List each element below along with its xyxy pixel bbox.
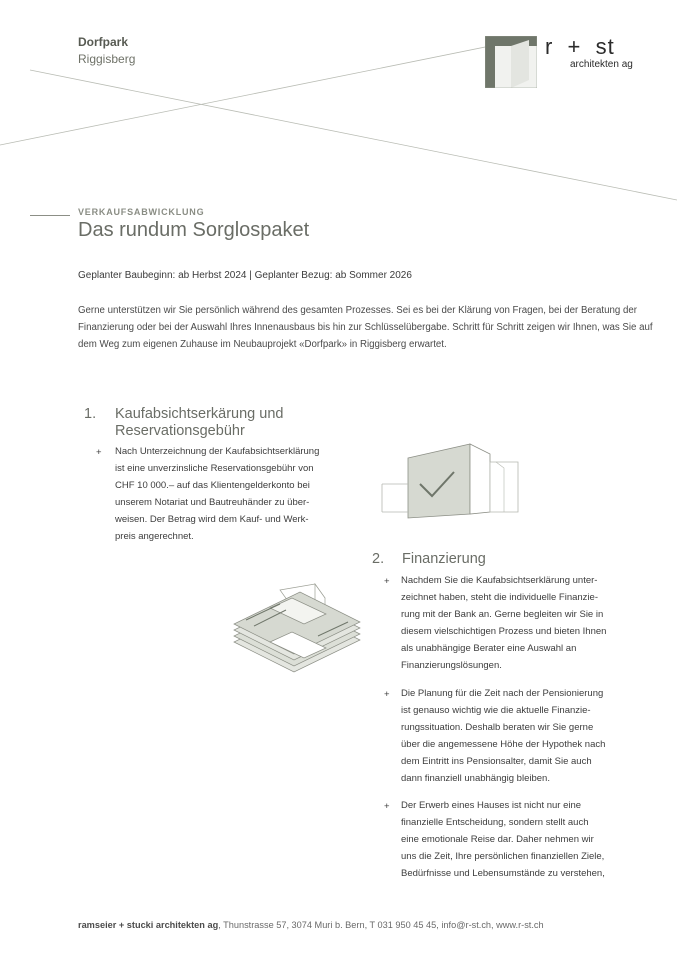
step2-line: Nachdem Sie die Kaufabsichtserklärung unter- xyxy=(401,575,598,586)
step2-line: finanzielle Entscheidung, sondern stellt auch xyxy=(401,816,589,828)
step1-line: weisen. Der Betrag wird dem Kauf- und Werk- xyxy=(115,513,309,525)
page-title: Das rundum Sorglospaket xyxy=(78,219,310,241)
step2-line: eine emotionale Reise dar. Daher nehmen wir xyxy=(401,833,594,845)
footer-company: ramseier + stucki architekten ag xyxy=(78,920,219,930)
step2-line: über die angemessene Höhe der Hypothek nach xyxy=(401,738,606,750)
step1-line: unserem Notariat und Bautreuhänder zu über- xyxy=(115,496,310,508)
step2-line: diesem vielschichtigen Prozess und bieten Ihnen xyxy=(401,625,607,637)
step2-line: als unabhängige Berater eine Auswahl an xyxy=(401,642,577,654)
step2-bullet-symbol: + xyxy=(384,801,390,812)
footer-address: , Thunstrasse 57, 3074 Muri b. Bern, T 031 950 45 45, info@r-st.ch, www.r-st.ch xyxy=(218,920,544,930)
logo-text: r + st xyxy=(545,34,615,59)
step1-bullet xyxy=(115,444,360,545)
step2-bullet-2 xyxy=(401,686,651,787)
step2-line: Der Erwerb eines Hauses ist nicht nur eine xyxy=(401,800,582,811)
step2-bullet-symbol: + xyxy=(384,576,390,587)
step1-line: ist eine unverzinsliche Reservationsgebühr von xyxy=(115,462,314,474)
step2-bullet-1 xyxy=(401,573,651,674)
intro-paragraph: Gerne unterstützen wir Sie persönlich während des gesamten Prozesses. Sei es bei der Klärung von Fragen, bei der Beratung der Finanzierung oder bei der Auswahl Ihres Innenausbaus bis hin zur Schlüsselübergabe. Schritt für Schritt zeigen wir Ihnen, was Sie auf dem Weg zum eigenen Zuhause im Neubauprojekt «Dorfpark» in Riggisberg erwartet. xyxy=(78,305,653,350)
step2-title: Finanzierung xyxy=(402,551,486,567)
step1-number: 1. xyxy=(84,406,97,422)
step2-line: rung mit der Bank an. Gerne begleiten wir Sie in xyxy=(401,608,604,620)
step1-line: preis angerechnet. xyxy=(115,530,194,542)
step2-line: dann finanziell unabhängig bleiben. xyxy=(401,772,550,784)
step2-line: Bedürfnisse und Lebensumstände zu verstehen, xyxy=(401,867,605,879)
project-location: Riggisberg xyxy=(78,52,136,66)
step1-line: CHF 10 000.– auf das Klientengelderkonto bei xyxy=(115,479,310,491)
schedule-line: Geplanter Baubeginn: ab Herbst 2024 | Geplanter Bezug: ab Sommer 2026 xyxy=(78,270,412,281)
logo-mark-icon xyxy=(485,36,537,88)
step2-line: uns die Zeit, Ihre persönlichen finanziellen Ziele, xyxy=(401,850,605,862)
step1-title-line2: Reservationsgebühr xyxy=(115,423,245,439)
step2-number: 2. xyxy=(372,551,385,567)
step1-title-line1: Kaufabsichtserkärung und xyxy=(115,406,284,422)
step2-bullet-symbol: + xyxy=(384,689,390,700)
step2-line: zeichnet haben, steht die individuelle Finanzie- xyxy=(401,591,598,603)
section-kicker: VERKAUFSABWICKLUNG xyxy=(78,207,205,217)
kicker-rule xyxy=(30,215,70,216)
step2-bullet-3 xyxy=(401,798,651,883)
logo-subtitle: architekten ag xyxy=(570,59,633,70)
step2-line: rungssituation. Deshalb beraten wir Sie gerne xyxy=(401,721,594,733)
house-check-icon xyxy=(378,440,528,520)
step2-line: dem Eintritt ins Pensionsalter, damit Sie auch xyxy=(401,755,592,767)
step1-bullet-symbol: + xyxy=(96,447,102,458)
project-name: Dorfpark xyxy=(78,35,129,49)
step2-line: Die Planung für die Zeit nach der Pensionierung xyxy=(401,688,604,699)
step1-title xyxy=(115,406,355,440)
footer xyxy=(78,920,544,930)
step2-line: ist genauso wichtig wie die aktuelle Finanzie- xyxy=(401,704,591,716)
step1-line: Nach Unterzeichnung der Kaufabsichtserklärung xyxy=(115,446,320,457)
step2-line: Finanzierungslösungen. xyxy=(401,659,502,671)
money-stack-icon xyxy=(230,580,365,675)
